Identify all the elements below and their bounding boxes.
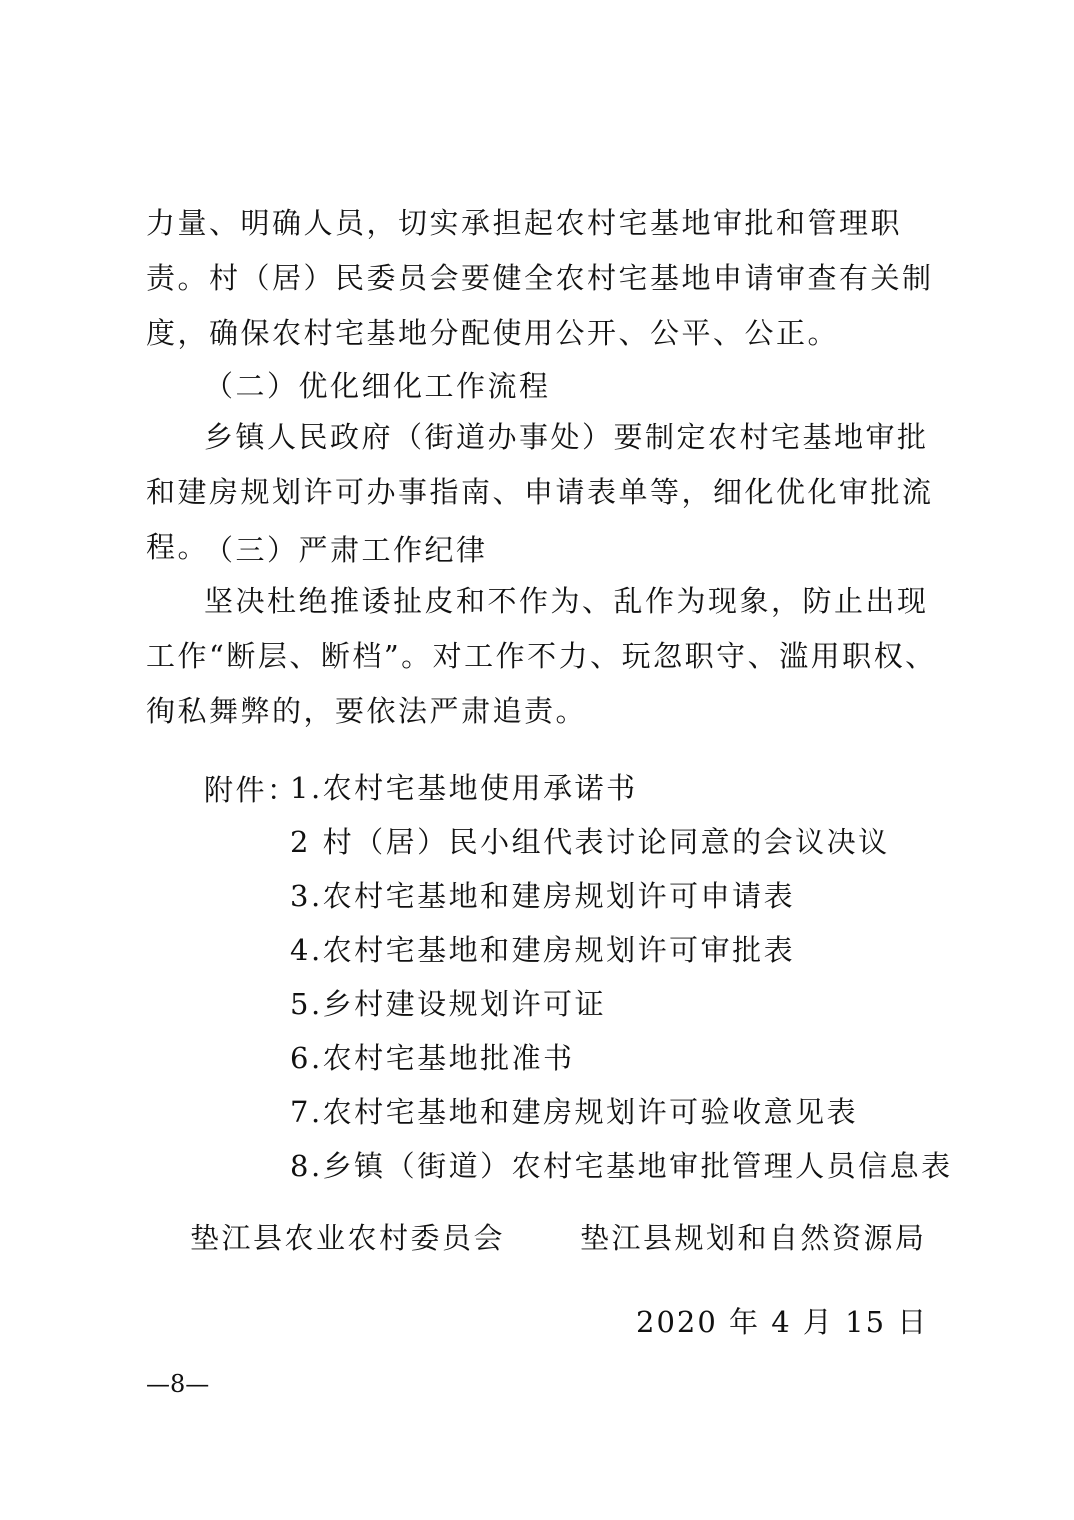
attachment-item: 1.农村宅基地使用承诺书 bbox=[290, 771, 638, 805]
section-heading-3: （三）严肃工作纪律 bbox=[204, 533, 488, 567]
paragraph-2-text: 乡镇人民政府（街道办事处）要制定农村宅基地审批和建房规划许可办事指南、申请表单等，细化优化审批流程。 bbox=[146, 420, 934, 564]
attachments-list bbox=[290, 768, 953, 1200]
attachment-item: 2 村（居）民小组代表讨论同意的会议决议 bbox=[290, 825, 890, 859]
section-heading-2: （二）优化细化工作流程 bbox=[204, 369, 551, 403]
attachment-item: 8.乡镇（街道）农村宅基地审批管理人员信息表 bbox=[290, 1149, 953, 1183]
attachment-item: 5.乡村建设规划许可证 bbox=[290, 987, 607, 1021]
page-number: —8— bbox=[146, 1370, 210, 1398]
attachment-item: 6.农村宅基地批准书 bbox=[290, 1041, 575, 1075]
paragraph-1 bbox=[146, 196, 946, 361]
paragraph-3 bbox=[146, 574, 946, 739]
paragraph-1-text: 力量、明确人员，切实承担起农村宅基地审批和管理职责。村（居）民委员会要健全农村宅基地申请审查有关制度，确保农村宅基地分配使用公开、公平、公正。 bbox=[146, 206, 934, 350]
signer-left: 垫江县农业农村委员会 bbox=[190, 1221, 506, 1255]
attachment-item: 3.农村宅基地和建房规划许可申请表 bbox=[290, 879, 796, 913]
document-date: 2020 年 4 月 15 日 bbox=[636, 1305, 929, 1339]
attachments-label: 附件： bbox=[204, 773, 299, 807]
attachment-item: 4.农村宅基地和建房规划许可审批表 bbox=[290, 933, 796, 967]
attachment-item: 7.农村宅基地和建房规划许可验收意见表 bbox=[290, 1095, 859, 1129]
signer-right: 垫江县规划和自然资源局 bbox=[580, 1221, 927, 1255]
paragraph-3-text: 坚决杜绝推诿扯皮和不作为、乱作为现象，防止出现工作“断层、断档”。对工作不力、玩忽职守、滥用职权、徇私舞弊的，要依法严肃追责。 bbox=[146, 584, 937, 728]
